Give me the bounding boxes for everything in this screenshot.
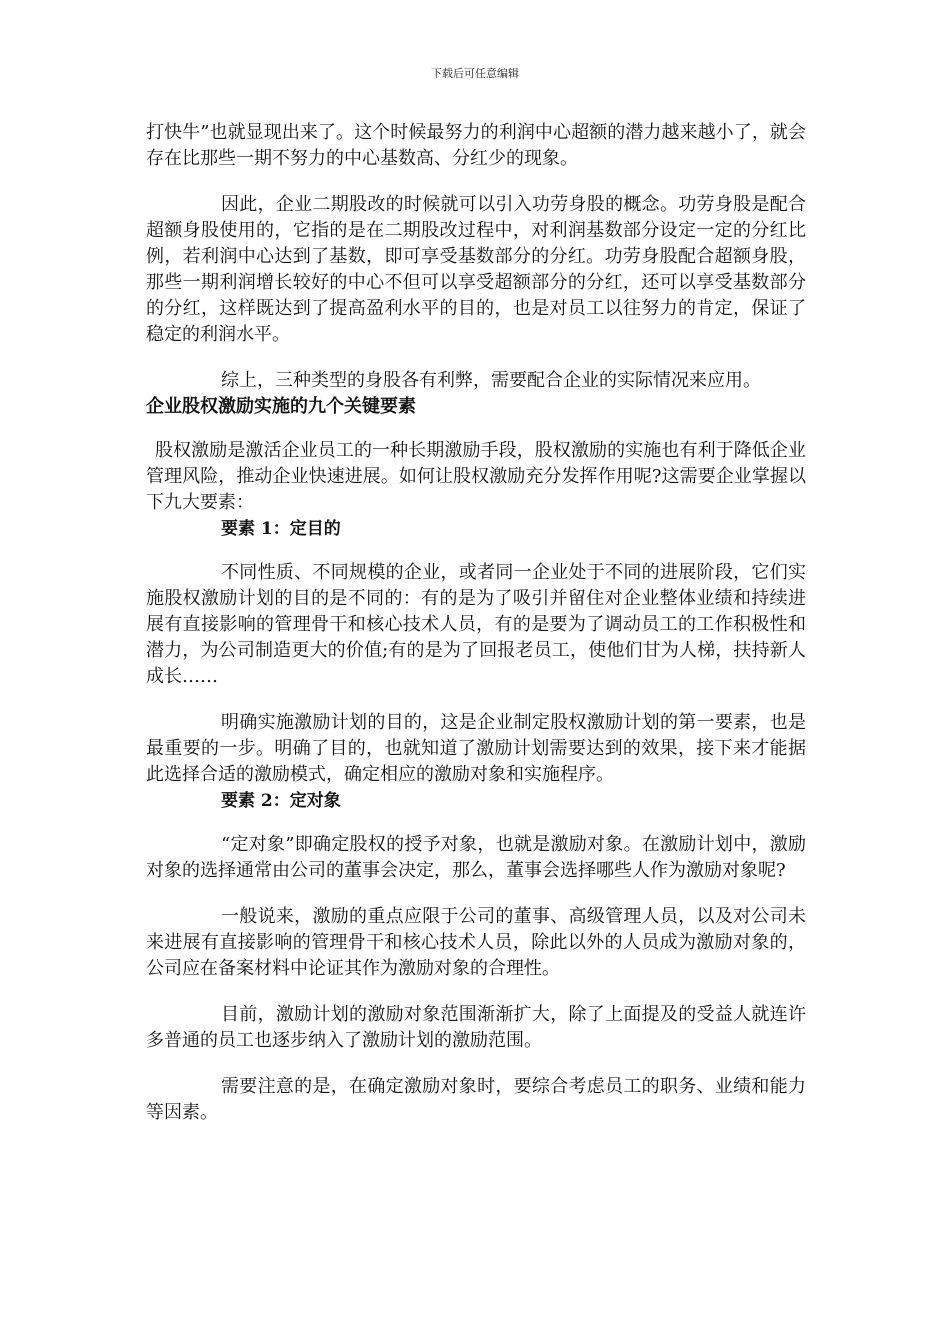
document-body (146, 120, 806, 1126)
paragraph-8: 一般说来，激励的重点应限于公司的董事、高级管理人员，以及对公司未来进展有直接影响的管理骨干和核心技术人员，除此以外的人员成为激励对象的，公司应在备案材料中论证其作为激励对象的合理性。 (146, 906, 806, 979)
paragraph-5: 不同性质、不同规模的企业，或者同一企业处于不同的进展阶段，它们实施股权激励计划的目的是不同的：有的是为了吸引并留住对企业整体业绩和持续进展有直接影响的管理骨干和核心技术人员，有的是要为了调动员工的工作积极性和潜力，为公司制造更大的价值;有的是为了回报老员工，使他们甘为人梯，扶持新人成长…… (146, 562, 806, 687)
paragraph-7: “定对象”即确定股权的授予对象，也就是激励对象。在激励计划中，激励对象的选择通常由公司的董事会决定，那么，董事会选择哪些人作为激励对象呢? (146, 834, 806, 881)
subheading-element-1: 要素 1：定目的 (221, 519, 341, 539)
paragraph-6: 明确实施激励计划的目的，这是企业制定股权激励计划的第一要素，也是最重要的一步。明确了目的，也就知道了激励计划需要达到的效果，接下来才能据此选择合适的激励模式，确定相应的激励对象和实施程序。 (146, 712, 806, 785)
paragraph-1: 打快牛”也就显现出来了。这个时候最努力的利润中心超额的潜力越来越小了，就会存在比那些一期不努力的中心基数高、分红少的现象。 (146, 122, 806, 169)
paragraph-2: 因此，企业二期股改的时候就可以引入功劳身股的概念。功劳身股是配合超额身股使用的，它指的是在二期股改过程中，对利润基数部分设定一定的分红比例，若利润中心达到了基数，即可享受基数部分的分红。功劳身股配合超额身股，那些一期利润增长较好的中心不但可以享受超额部分的分红，还可以享受基数部分的分红，这样既达到了提高盈利水平的目的，也是对员工以往努力的肯定，保证了稳定的利润水平。 (146, 194, 806, 345)
paragraph-10: 需要注意的是，在确定激励对象时，要综合考虑员工的职务、业绩和能力等因素。 (146, 1076, 806, 1123)
section-heading: 企业股权激励实施的九个关键要素 (146, 396, 416, 417)
subheading-element-2: 要素 2：定对象 (221, 791, 341, 811)
paragraph-9: 目前，激励计划的激励对象范围渐渐扩大，除了上面提及的受益人就连许多普通的员工也逐步纳入了激励计划的激励范围。 (146, 1004, 806, 1051)
paragraph-4: 股权激励是激活企业员工的一种长期激励手段，股权激励的实施也有利于降低企业管理风险，推动企业快速进展。如何让股权激励充分发挥作用呢?这需要企业掌握以下九大要素： (146, 440, 806, 513)
page-header: 下载后可任意编辑 (431, 67, 519, 80)
paragraph-3: 综上，三种类型的身股各有利弊，需要配合企业的实际情况来应用。 (221, 370, 761, 391)
